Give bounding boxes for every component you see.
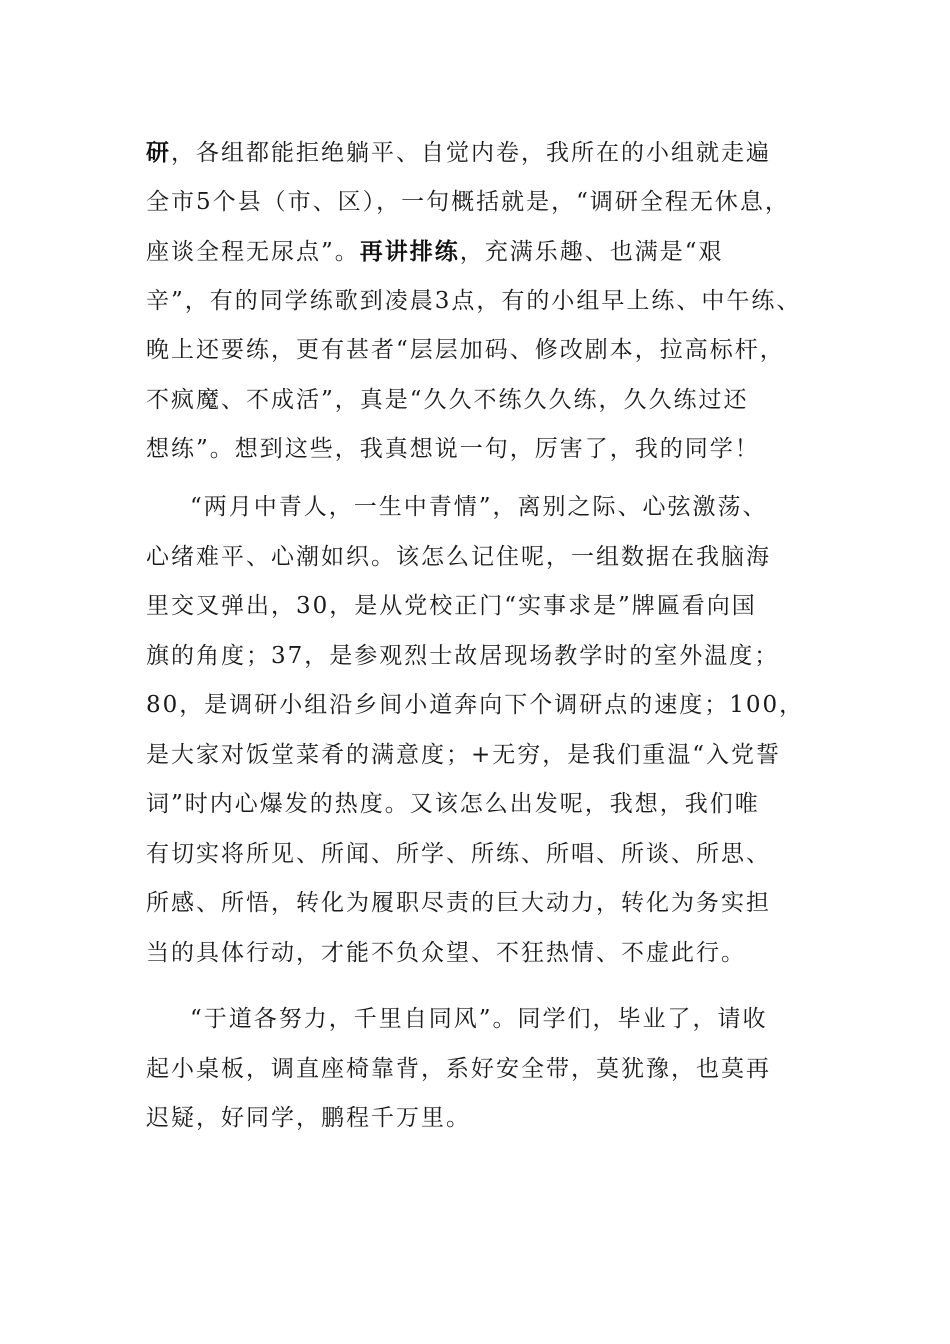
- line-text: ，充满乐趣、也满是“艰: [459, 239, 724, 265]
- paragraph-3-line: 起小桌板，调直座椅靠背，系好安全带，莫犹豫，也莫再: [146, 1055, 771, 1082]
- paragraph-3-line: “于道各努力，千里自同风”。同学们，毕业了，请收: [190, 1006, 768, 1032]
- paragraph-1-line-3: [146, 227, 836, 277]
- paragraph-1-line-6: 不疯魔、不成活”，真是“久久不练久久练，久久练过还: [146, 386, 749, 413]
- line-text: ，各组都能拒绝躺平、自觉内卷，我所在的小组就走遍: [171, 140, 771, 166]
- paragraph-1-line-5: 晚上还要练，更有甚者“层层加码、修改剧本，拉高标杆，: [146, 337, 785, 363]
- line-text: 座谈全程无尿点”。: [146, 239, 360, 265]
- paragraph-2-line: 心绪难平、心潮如织。该怎么记住呢，一组数据在我脑海: [146, 543, 771, 570]
- paragraph-2-line: “两月中青人，一生中青情”，离别之际、心弦激荡、: [190, 494, 768, 520]
- paragraph-2-line: 80，是调研小组沿乡间小道奔向下个调研点的速度；100，: [146, 692, 805, 718]
- paragraph-1: [146, 128, 836, 475]
- paragraph-2-line: 是大家对饭堂菜肴的满意度；+无穷，是我们重温“入党誓: [146, 741, 782, 768]
- paragraph-2-line: 所感、所悟，转化为履职尽责的巨大动力，转化为务实担: [146, 890, 771, 916]
- paragraph-1-line-4: 辛”，有的同学练歌到凌晨3点，有的小组早上练、中午练、: [146, 287, 802, 314]
- paragraph-1-line-7: 想练”。想到这些，我真想说一句，厉害了，我的同学！: [146, 436, 760, 462]
- paragraph-2: [146, 483, 836, 978]
- bold-keyword: 研: [146, 139, 171, 166]
- paragraph-1-line-1: [146, 128, 836, 178]
- paragraph-2-line: 词”时内心爆发的热度。又该怎么出发呢，我想，我们唯: [146, 791, 760, 817]
- paragraph-2-line: 有切实将所见、所闻、所学、所练、所唱、所谈、所思、: [146, 840, 771, 867]
- paragraph-2-line: 里交叉弹出，30，是从党校正门“实事求是”牌匾看向国: [146, 593, 757, 619]
- paragraph-2-line: 当的具体行动，才能不负众望、不狂热情、不虚此行。: [146, 939, 746, 966]
- paragraph-1-line-2: 全市5个县（市、区），一句概括就是，“调研全程无休息，: [146, 188, 790, 215]
- bold-keyword: 再讲排练: [359, 238, 460, 265]
- paragraph-3: [146, 995, 836, 1144]
- paragraph-3-line: 迟疑，好同学，鹏程千万里。: [146, 1105, 471, 1131]
- paragraph-2-line: 旗的角度；37，是参观烈士故居现场教学时的室外温度；: [146, 642, 780, 669]
